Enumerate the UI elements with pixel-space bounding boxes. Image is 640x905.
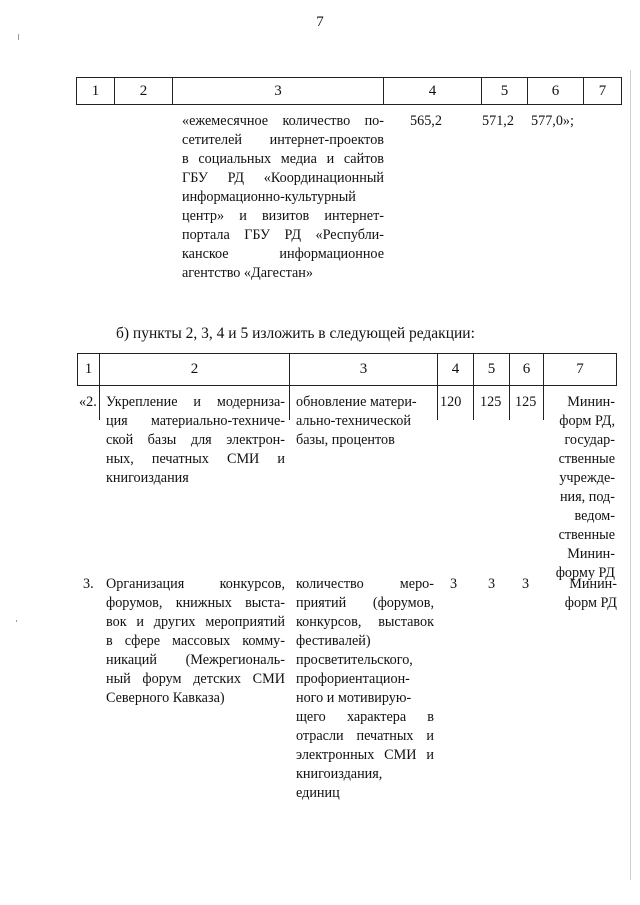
text-line: форумов, книжных выста-	[106, 595, 285, 611]
table1-value-col4: 565,2	[410, 113, 442, 129]
table2-value-col6: 3	[522, 576, 530, 592]
text-line: фестивалей)	[296, 633, 371, 649]
table2-header-cell: 1	[78, 354, 100, 385]
table1-header-cell: 6	[528, 78, 584, 104]
table2-divider	[289, 386, 290, 420]
text-line: количество меро-	[296, 576, 434, 592]
table2-divider	[437, 386, 438, 420]
text-line: конкурсов, выставок	[296, 614, 434, 630]
table2-value-col4: 3	[450, 576, 458, 592]
text-line: ГБУ РД «Координационный	[182, 170, 384, 186]
text-line: книгоиздания	[106, 470, 189, 486]
table1-indicator-text	[182, 112, 384, 283]
table2-value-col5: 3	[488, 576, 496, 592]
text-line: агентство «Дагестан»	[182, 265, 313, 281]
table2-header-row	[77, 353, 617, 386]
text-line: базы, процентов	[296, 432, 395, 448]
table2-header-cell: 4	[438, 354, 474, 385]
table2-divider	[99, 386, 100, 420]
table2-divider	[509, 386, 510, 420]
table2-value-col6: 125	[515, 394, 537, 410]
table1-header-cell: 5	[482, 78, 528, 104]
scan-speck	[16, 620, 17, 622]
text-line: ально-технической	[296, 413, 411, 429]
table2-divider	[473, 386, 474, 420]
text-line: информационно-культурный	[182, 189, 356, 205]
table1-header-cell: 7	[598, 83, 607, 99]
text-line: ный форум детских СМИ	[106, 671, 285, 687]
text-line: просветительского,	[296, 652, 413, 668]
table2-indicator	[296, 575, 434, 803]
text-line: Минин-	[567, 394, 615, 410]
table2-divider	[543, 386, 544, 420]
text-line: канское информационное	[182, 246, 384, 262]
text-line: отрасли печатных и	[296, 728, 434, 744]
text-line: Северного Кавказа)	[106, 690, 225, 706]
table2-row-number: «2.	[79, 394, 97, 410]
table1-value-col6: 577,0»;	[531, 113, 574, 129]
text-line: форм РД	[564, 595, 617, 611]
text-line: ных, печатных СМИ и	[106, 451, 285, 467]
table2-executor	[549, 393, 615, 583]
table1-header-cell: 1	[77, 78, 115, 104]
scan-speck	[18, 34, 19, 40]
table2-header-cell: 6	[510, 354, 544, 385]
text-line: в сфере массовых комму-	[106, 633, 285, 649]
text-line: Минин-	[567, 546, 615, 562]
text-line: ведом-	[574, 508, 615, 524]
text-line: Укрепление и модерниза-	[106, 394, 285, 410]
text-line: приятий (форумов,	[296, 595, 434, 611]
text-line: вок и других мероприятий	[106, 614, 285, 630]
table2-activity	[106, 393, 285, 488]
text-line: ской базы для электрон-	[106, 432, 285, 448]
text-line: в социальных медиа и сайтов	[182, 151, 384, 167]
text-line: учрежде-	[559, 470, 615, 486]
text-line: ного и мотивирую-	[296, 690, 412, 706]
text-line: сетителей интернет-проектов	[182, 132, 384, 148]
text-line: форму РД	[555, 565, 615, 581]
table1-header-cell: 2	[115, 78, 173, 104]
text-line: форм РД,	[559, 413, 615, 429]
text-line: никаций (Межрегиональ-	[106, 652, 285, 668]
text-line: профориентацион-	[296, 671, 410, 687]
table2-executor	[557, 575, 617, 613]
text-line: ственные	[558, 451, 615, 467]
text-line: Минин-	[569, 576, 617, 592]
table2-activity	[106, 575, 285, 708]
text-line: щего характера в	[296, 709, 434, 725]
table1-header-cell: 4	[384, 78, 482, 104]
table2-value-col4: 120	[440, 394, 462, 410]
text-line: ственные	[558, 527, 615, 543]
table2-header-cell: 2	[100, 354, 290, 385]
table2-row-number: 3.	[83, 576, 94, 592]
amendment-instruction: б) пункты 2, 3, 4 и 5 изложить в следующей редакции:	[116, 325, 475, 342]
table1-header-row	[76, 77, 622, 105]
table2-header-cell: 7	[576, 361, 584, 377]
text-line: ния, под-	[559, 489, 615, 505]
table2-indicator	[296, 393, 434, 450]
page-number: 7	[316, 14, 324, 30]
table1-header-cell: 3	[173, 78, 384, 104]
text-line: обновление матери-	[296, 394, 417, 410]
text-line: государ-	[564, 432, 615, 448]
scan-edge-line	[630, 70, 631, 880]
table2-value-col5: 125	[480, 394, 502, 410]
text-line: «ежемесячное количество по-	[182, 113, 384, 129]
table1-value-col5: 571,2	[482, 113, 514, 129]
table2-header-cell: 3	[290, 354, 438, 385]
text-line: ция материально-техниче-	[106, 413, 285, 429]
text-line: единиц	[296, 785, 340, 801]
text-line: портала ГБУ РД «Республи-	[182, 227, 384, 243]
table2-header-cell: 5	[474, 354, 510, 385]
text-line: центр» и визитов интернет-	[182, 208, 384, 224]
text-line: электронных СМИ и	[296, 747, 434, 763]
text-line: книгоиздания,	[296, 766, 383, 782]
text-line: Организация конкурсов,	[106, 576, 285, 592]
